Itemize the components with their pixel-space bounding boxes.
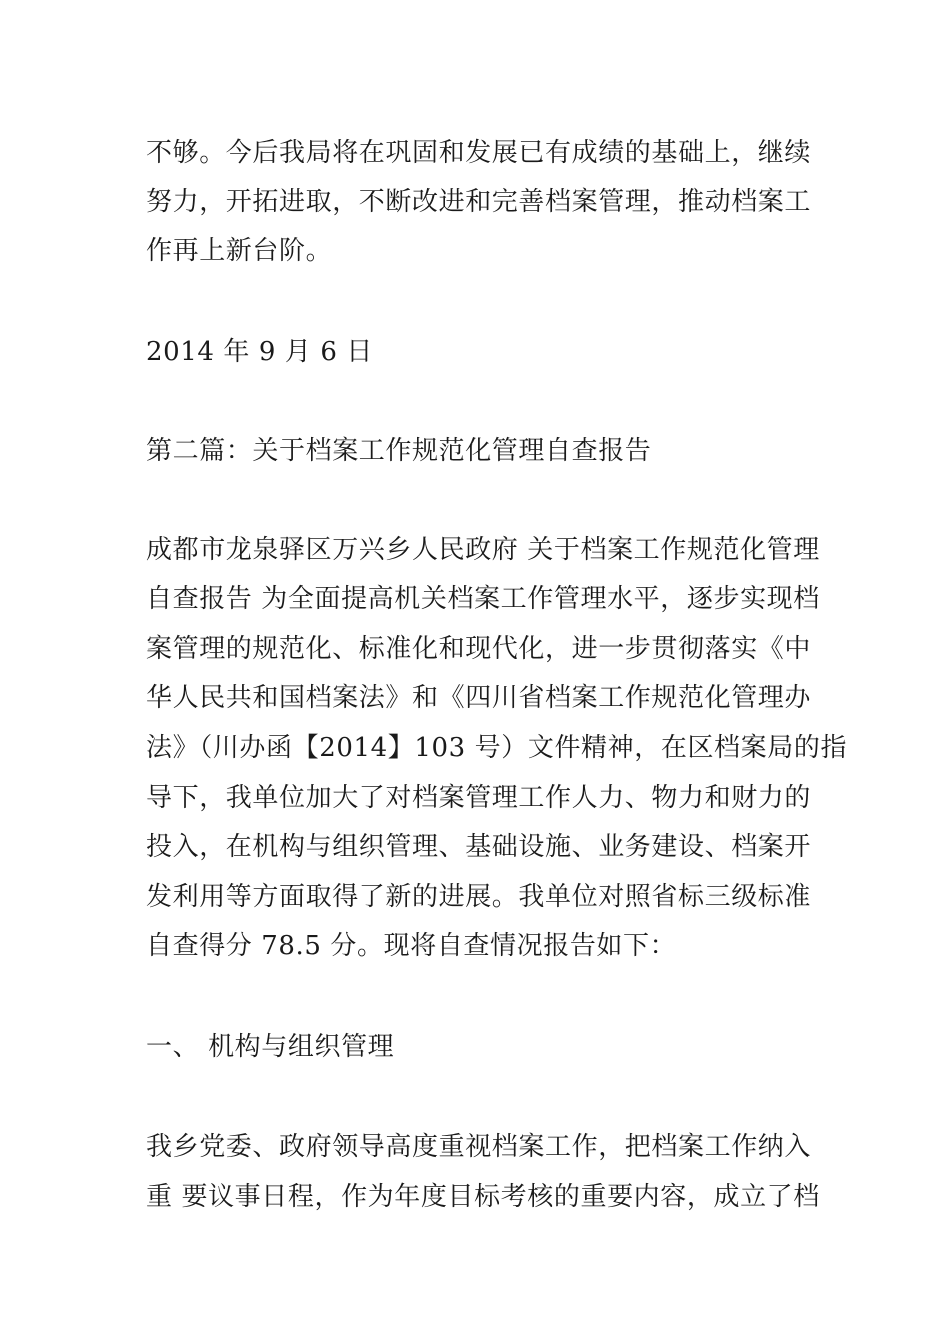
section-heading: 一、 机构与组织管理 [146,1032,395,1062]
paragraph-line: 自查得分 78.5 分。现将自查情况报告如下： [146,931,677,961]
paragraph-line: 法》（川办函【2014】103 号）文件精神，在区档案局的指 [146,733,848,763]
paragraph-line: 不够。今后我局将在巩固和发展已有成绩的基础上，继续 [146,138,812,168]
paragraph-line: 我乡党委、政府领导高度重视档案工作，把档案工作纳入 [146,1132,812,1162]
paragraph-line: 华人民共和国档案法》和《四川省档案工作规范化管理办 [146,683,812,713]
paragraph-line: 导下，我单位加大了对档案管理工作人力、物力和财力的 [146,783,812,813]
paragraph-line: 投入，在机构与组织管理、基础设施、业务建设、档案开 [146,832,812,862]
paragraph-line: 努力，开拓进取，不断改进和完善档案管理，推动档案工 [146,187,812,217]
paragraph-line: 案管理的规范化、标准化和现代化，进一步贯彻落实《中 [146,634,812,664]
paragraph-line: 重 要议事日程，作为年度目标考核的重要内容，成立了档 [146,1182,820,1212]
date-line: 2014 年 9 月 6 日 [146,337,373,367]
section-title: 第二篇：关于档案工作规范化管理自查报告 [146,436,652,466]
paragraph-line: 作再上新台阶。 [146,236,333,266]
paragraph-line: 自查报告 为全面提高机关档案工作管理水平，逐步实现档 [146,584,820,614]
paragraph-line: 成都市龙泉驿区万兴乡人民政府 关于档案工作规范化管理 [146,535,820,565]
paragraph-line: 发利用等方面取得了新的进展。我单位对照省标三级标准 [146,882,812,912]
